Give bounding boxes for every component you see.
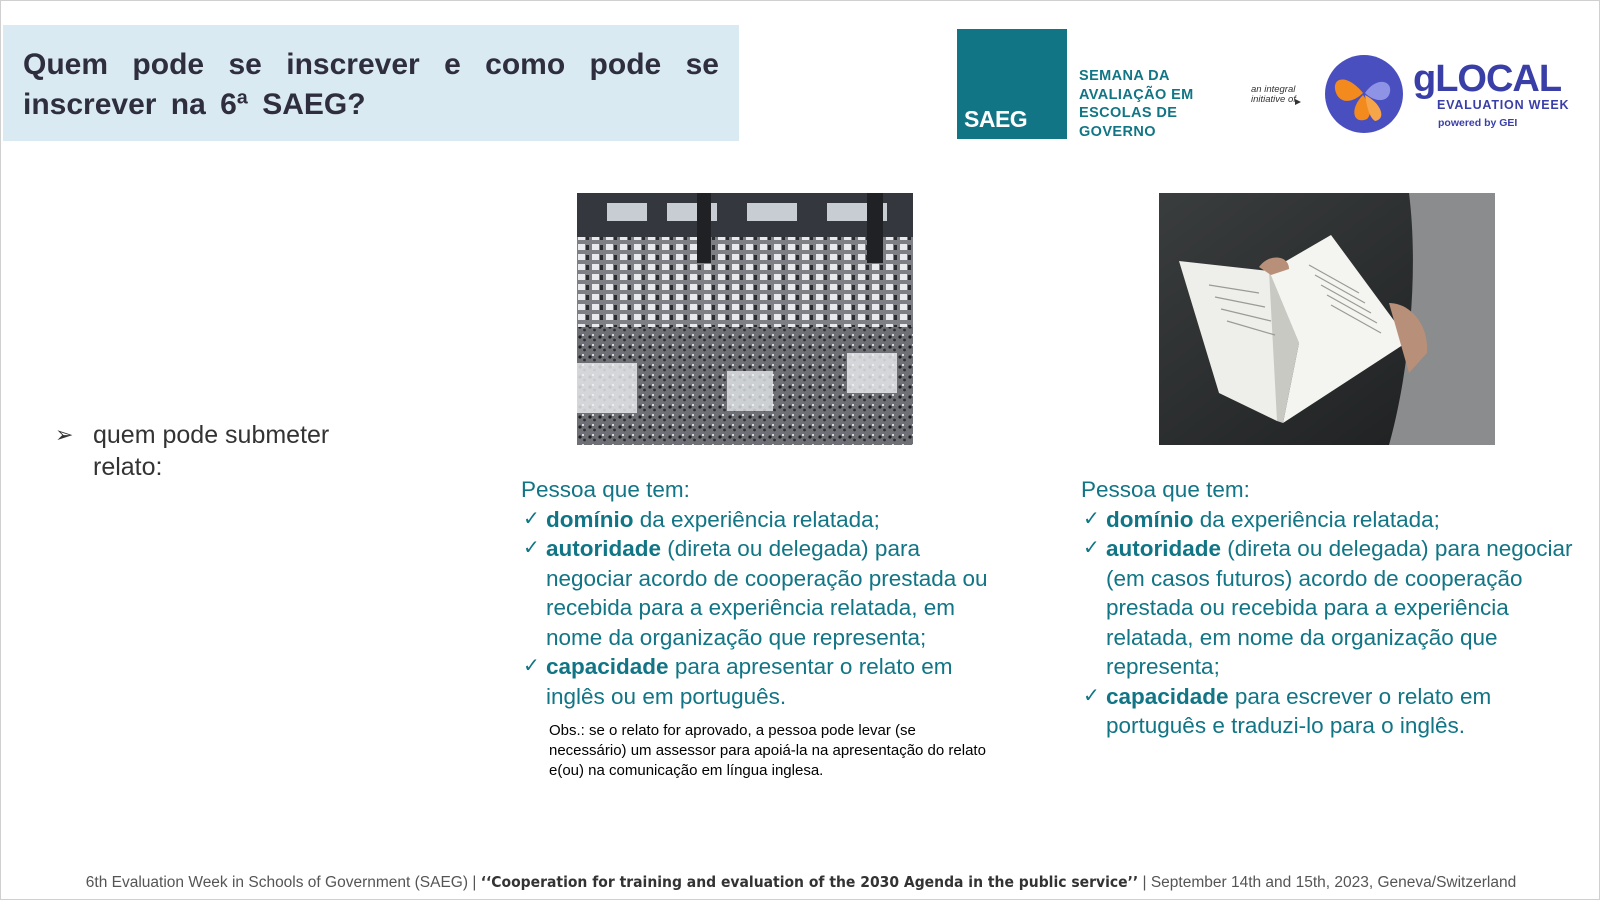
right-item-autoridade xyxy=(1081,534,1581,682)
item-bold: domínio xyxy=(1106,506,1194,532)
footer xyxy=(1,873,1600,892)
item-text: (direta ou delegada) para negociar (em casos futuros) acordo de cooperação prestada ou recebida para a experiência relatada, em nome da organização que representa; xyxy=(1106,536,1573,679)
integral-line: an integral xyxy=(1251,84,1296,95)
left-column-intro: Pessoa que tem: xyxy=(521,477,690,502)
glocal-powered-by: powered by GEI xyxy=(1438,117,1518,129)
footer-dates: September 14th and 15th, 2023, Geneva/Switzerland xyxy=(1150,874,1517,891)
integral-line: initiative of xyxy=(1251,94,1296,105)
item-bold: capacidade xyxy=(546,654,669,679)
item-text: para escrever o relato em português e traduzi-lo para o inglês. xyxy=(1106,683,1492,738)
footer-separator: | xyxy=(1142,874,1151,891)
item-bold: capacidade xyxy=(1106,683,1229,709)
integral-initiative-text xyxy=(1251,85,1296,105)
page-title: Quem pode se inscrever e como pode se inscrever na 6ª SAEG? xyxy=(23,48,719,121)
item-text: (direta ou delegada) para negociar acordo de cooperação prestada ou recebida para a experiência relatada, em nome da organização que representa; xyxy=(546,536,988,650)
check-icon: ✓ xyxy=(523,655,540,677)
arrow-bullet-icon: ➢ xyxy=(55,422,74,447)
check-icon: ✓ xyxy=(1083,684,1100,707)
left-item-dominio xyxy=(521,505,1011,535)
left-item-autoridade xyxy=(521,534,1011,652)
glocal-name: gLOCAL xyxy=(1413,58,1562,100)
item-text: da experiência relatada; xyxy=(1193,506,1440,532)
saeg-logo-text xyxy=(1079,67,1194,141)
check-icon: ✓ xyxy=(523,537,540,559)
saeg-logo-mark xyxy=(957,29,1067,139)
saeg-logo-line: AVALIAÇÃO EM xyxy=(1079,86,1194,103)
saeg-logo-line: ESCOLAS DE xyxy=(1079,105,1178,121)
item-text: para apresentar o relato em inglês ou em português. xyxy=(546,654,953,709)
item-bold: autoridade xyxy=(546,536,662,561)
left-column xyxy=(521,475,1011,711)
glocal-subtitle: EVALUATION WEEK xyxy=(1437,98,1570,112)
observation-note: Obs.: se o relato for aprovado, a pessoa pode levar (se necessário) um assessor para apoiá-la na apresentação do relato e(ou) na comunicação em língua inglesa. xyxy=(549,722,986,779)
saeg-logo-abbr: SAEG xyxy=(964,106,1028,132)
check-icon: ✓ xyxy=(523,507,540,530)
check-icon: ✓ xyxy=(1083,537,1100,559)
right-item-dominio xyxy=(1081,505,1581,535)
saeg-logo-line: GOVERNO xyxy=(1079,123,1156,140)
item-bold: autoridade xyxy=(1106,536,1222,561)
glocal-butterfly-logo-icon xyxy=(1323,53,1405,135)
item-bold: domínio xyxy=(546,506,634,532)
footer-theme: ‘‘Cooperation for training and evaluation of the 2030 Agenda in the public service’’ xyxy=(480,873,1139,891)
exhibition-hall-photo xyxy=(577,193,913,445)
right-column xyxy=(1081,475,1581,741)
left-item-capacidade xyxy=(521,652,1011,711)
reading-book-photo xyxy=(1159,193,1495,445)
right-column-intro: Pessoa que tem: xyxy=(1081,477,1250,502)
right-item-capacidade xyxy=(1081,682,1581,741)
item-text: da experiência relatada; xyxy=(633,506,880,532)
left-bullet-text: quem pode submeter relato: xyxy=(93,421,330,481)
title-box xyxy=(3,25,739,141)
check-icon: ✓ xyxy=(1083,507,1100,530)
saeg-logo-line: SEMANA DA xyxy=(1079,68,1170,84)
footer-event: 6th Evaluation Week in Schools of Government (SAEG) xyxy=(85,874,469,891)
arrow-icon xyxy=(1295,99,1301,105)
footer-separator: | xyxy=(472,874,481,891)
